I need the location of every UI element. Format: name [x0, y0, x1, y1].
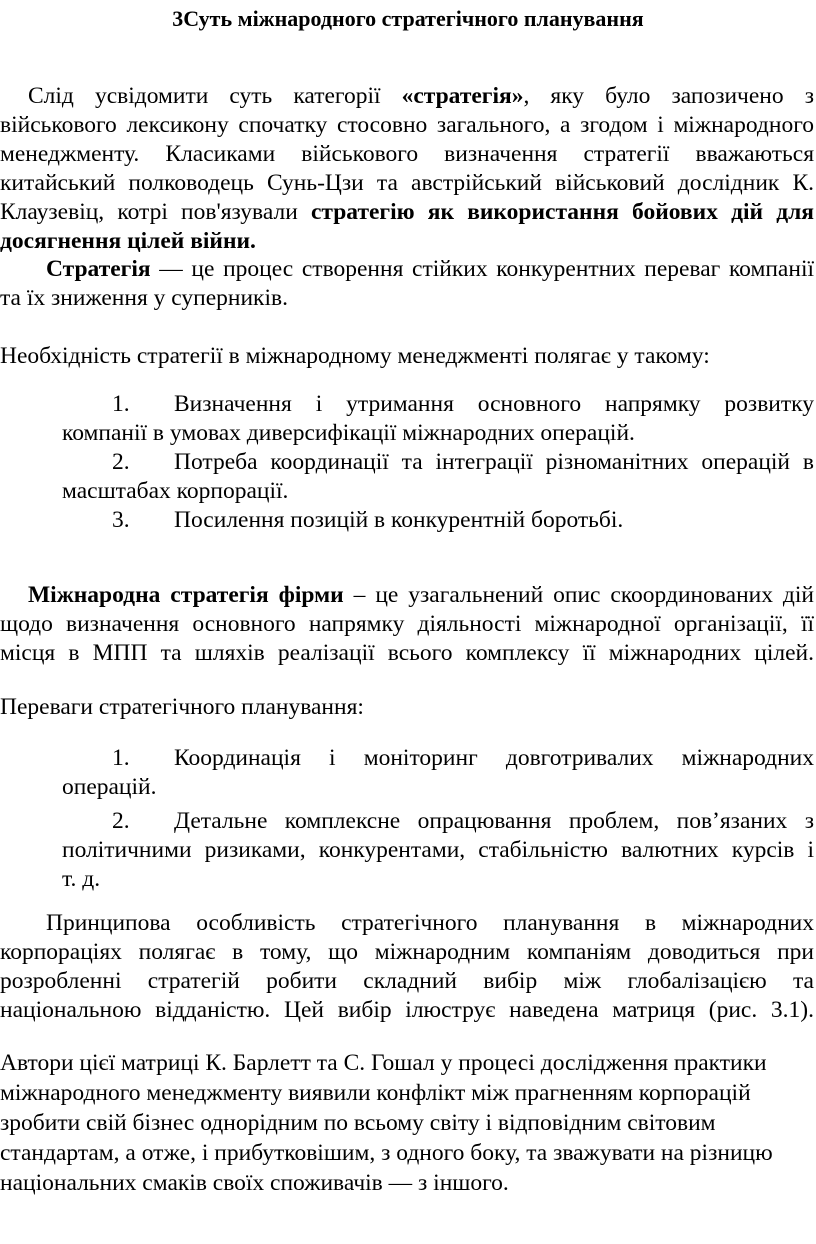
paragraph-line: менеджменту. Класиками військового визначення стратегії вважаються — [0, 141, 814, 167]
list-number: 3. — [112, 507, 130, 533]
paragraph-line: національних смаків своїх споживачів — з іншого. — [0, 1170, 509, 1196]
paragraph-line: стандартам, а отже, і прибутковішим, з одного боку, та зважувати на різницю — [0, 1140, 773, 1166]
bold-phrase: досягнення цілей війни. — [0, 228, 256, 254]
list-line: компанії в умовах диверсифікації міжнародних операцій. — [62, 420, 635, 446]
text-run: Визначення і утримання основного напрямку розвитку — [174, 391, 814, 417]
paragraph-line: корпораціях полягає в тому, що міжнародним компаніям доводиться при — [0, 939, 814, 965]
text-run: Слід усвідомити суть категорії — [28, 83, 402, 109]
bold-term: Стратегія — [46, 256, 151, 282]
document-title: 3Суть міжнародного стратегічного планування — [172, 6, 644, 31]
paragraph-line: місця в МПП та шляхів реалізації всього комплексу її міжнародних цілей. — [0, 640, 814, 666]
paragraph-line: та їх зниження у суперників. — [0, 285, 288, 311]
list-item — [62, 448, 814, 506]
text-run: Клаузевіц, котрі пов'язували — [0, 199, 311, 225]
text-run: Детальне комплексне опрацювання проблем, пов’язаних з — [174, 808, 814, 834]
list-item — [62, 506, 814, 535]
list-strategy-needs — [62, 390, 814, 535]
text-run: , яку було запозичено з — [523, 83, 814, 109]
paragraph-necessity — [0, 342, 814, 371]
paragraph-line: Переваги стратегічного планування: — [0, 694, 364, 720]
paragraph-line — [0, 198, 814, 227]
list-line — [62, 390, 814, 419]
bold-term: Міжнародна стратегія фірми — [28, 582, 344, 608]
list-line — [62, 448, 814, 477]
paragraph-line — [0, 227, 814, 256]
paragraph-line: Автори цієї матриці К. Барлетт та С. Гошал у процесі дослідження практики — [0, 1050, 767, 1076]
text-run: — це процес створення стійких конкурентних переваг компанії — [150, 256, 814, 282]
list-number: 1. — [112, 745, 130, 771]
text-run: Потреба координації та інтеграції різноманітних операцій в — [174, 449, 814, 475]
list-number: 2. — [112, 449, 130, 475]
bold-phrase: стратегію як використання бойових дій для — [310, 199, 814, 225]
list-item — [62, 744, 814, 802]
paragraph-strategy-term — [0, 255, 814, 313]
paragraph-line: міжнародного менеджменту виявили конфлікт між прагненням корпорацій — [0, 1080, 751, 1106]
bold-term: «стратегія» — [401, 83, 524, 109]
list-planning-advantages — [62, 744, 814, 894]
list-number: 1. — [112, 391, 130, 417]
text-run: Посилення позицій в конкурентній боротьбі. — [174, 507, 624, 533]
list-line — [62, 807, 814, 836]
paragraph-international-strategy — [0, 581, 814, 668]
paragraph-line: китайський полководець Сунь-Цзи та австрійський військовий дослідник К. — [0, 170, 814, 196]
paragraph-line: розробленні стратегій робити складний вибір між глобалізацією та — [0, 968, 814, 994]
list-number: 2. — [112, 808, 130, 834]
list-line: політичними ризиками, конкурентами, стабільністю валютних курсів і — [62, 837, 814, 863]
list-line — [62, 506, 814, 535]
paragraph-matrix-authors — [0, 1048, 814, 1198]
paragraph-line — [0, 581, 814, 610]
paragraph-advantages — [0, 693, 814, 722]
paragraph-line: національною відданістю. Цей вибір ілюструє наведена матриця (рис. 3.1). — [0, 997, 814, 1023]
paragraph-line: щодо визначення основного напрямку діяльності міжнародної організації, її — [0, 611, 814, 637]
paragraph-principle — [0, 909, 814, 1025]
list-line: операцій. — [62, 774, 157, 800]
list-item — [62, 390, 814, 448]
text-run: – це узагальнений опис скоординованих дій — [343, 582, 814, 608]
list-line: т. д. — [62, 866, 101, 892]
paragraph-line: Необхідність стратегії в міжнародному менеджменті полягає у такому: — [0, 343, 710, 369]
paragraph-line: Принципова особливість стратегічного планування в міжнародних — [46, 910, 814, 936]
paragraph-line: військового лексикону спочатку стосовно загального, а згодом і міжнародного — [0, 112, 814, 138]
list-line: масштабах корпорації. — [62, 478, 289, 504]
paragraph-line — [0, 82, 814, 111]
paragraph-line: зробити свій бізнес однорідним по всьому світу і відповідним світовим — [0, 1110, 716, 1136]
list-item — [62, 807, 814, 894]
text-run: Координація і моніторинг довготривалих міжнародних — [174, 745, 814, 771]
list-line — [62, 744, 814, 773]
paragraph-line — [0, 255, 814, 284]
paragraph-strategy-definition — [0, 82, 814, 256]
